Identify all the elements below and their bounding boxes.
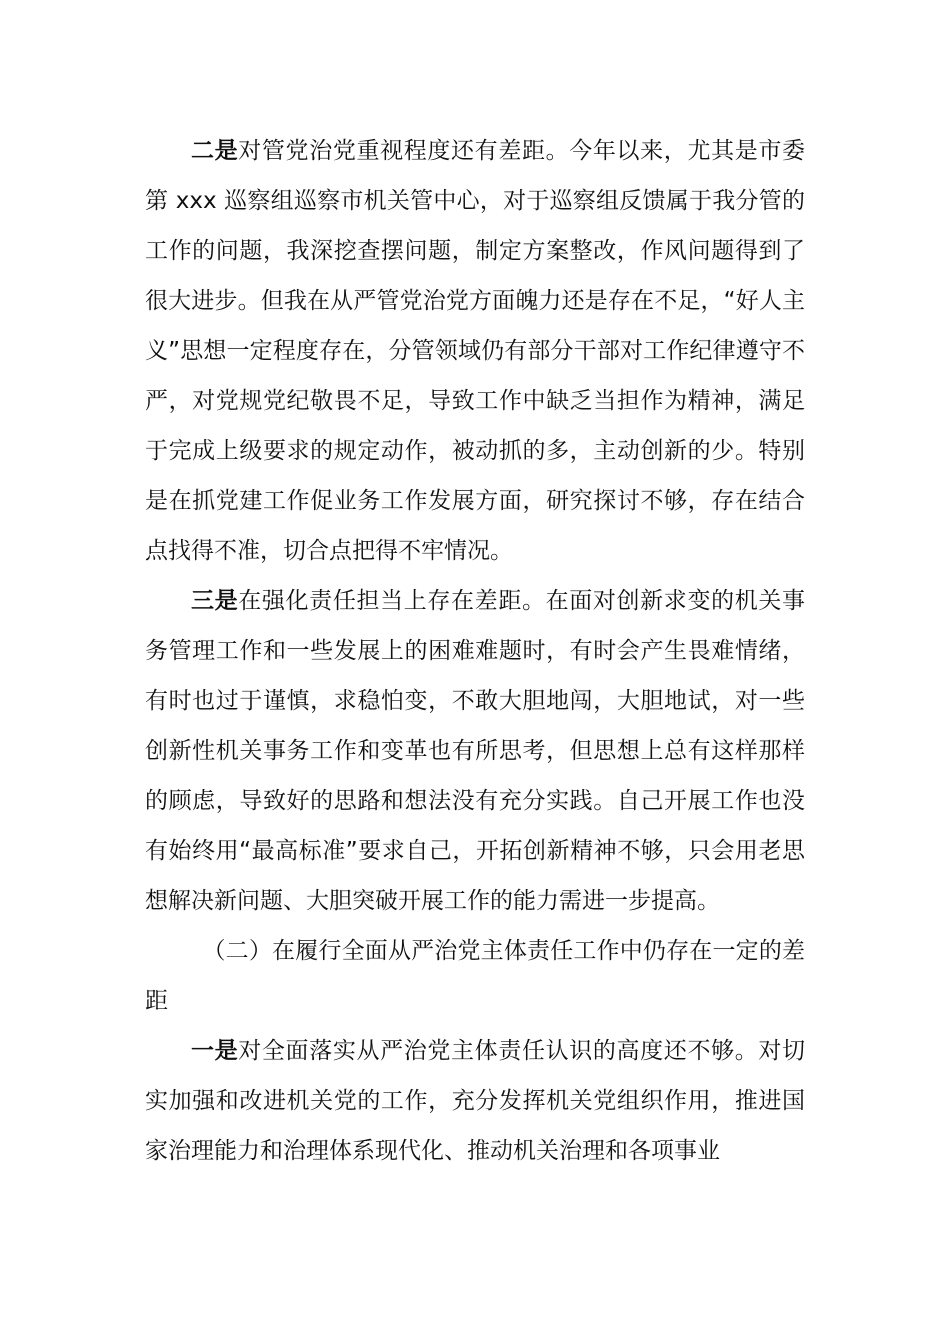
paragraph-lead-bold: 三是 (191, 588, 239, 614)
paragraph-text: 对全面落实从严治党主体责任认识的高度还不够。对切实加强和改进机关党的工作，充分发挥机关党组织作用，推进国家治理能力和治理体系现代化、推动机关治理和各项事业 (145, 1038, 806, 1164)
paragraph-third-point (145, 576, 805, 926)
paragraph-text: 在强化责任担当上存在差距。在面对创新求变的机关事务管理工作和一些发展上的困难难题时，有时会产生畏难情绪，有时也过于谨慎，求稳怕变，不敢大胆地闯，大胆地试，对一些创新性机关事务工作和变革也有所思考，但思想上总有这样那样的顾虑，导致好的思路和想法没有充分实践。自己开展工作也没有始终用“最高标准”要求自己，开拓创新精神不够，只会用老思想解决新问题、大胆突破开展工作的能力需进一步提高。 (145, 588, 806, 914)
section-subheading: （二）在履行全面从严治党主体责任工作中仍存在一定的差距 (145, 938, 805, 1014)
paragraph-second-point (145, 126, 805, 576)
paragraph-first-point (145, 1026, 805, 1176)
paragraph-lead-bold: 一是 (191, 1038, 239, 1064)
paragraph-text: 对管党治党重视程度还有差距。今年以来，尤其是市委第 xxx 巡察组巡察市机关管中心，对于巡察组反馈属于我分管的工作的问题，我深挖查摆问题，制定方案整改，作风问题得到了很大进步。但我在从严管党治党方面魄力还是存在不足，“好人主义”思想一定程度存在，分管领域仍有部分干部对工作纪律遵守不严，对党规党纪敬畏不足，导致工作中缺乏当担作为精神，满足于完成上级要求的规定动作，被动抓的多，主动创新的少。特别是在抓党建工作促业务工作发展方面，研究探讨不够，存在结合点找得不准，切合点把得不牢情况。 (145, 138, 806, 564)
paragraph-lead-bold: 二是 (191, 138, 239, 164)
document-body (145, 126, 805, 1176)
